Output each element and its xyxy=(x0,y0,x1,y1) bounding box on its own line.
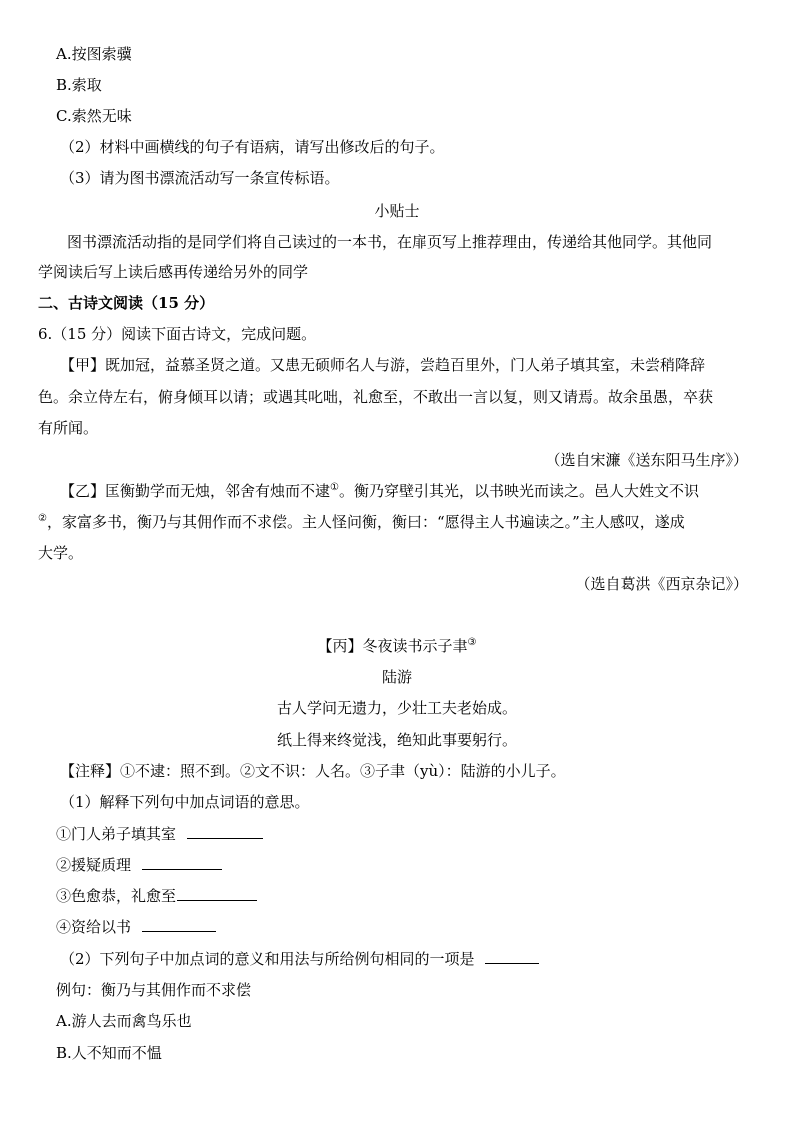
tip-line-2: 学阅读后写上读后感再传递给另外的同学 xyxy=(38,263,309,281)
yi-line-1 xyxy=(60,481,699,501)
yi-source: （选自葛洪《西京杂记》） xyxy=(575,575,748,593)
section-title: 二、古诗文阅读（15 分） xyxy=(38,294,215,312)
option-a: A.按图索骥 xyxy=(56,45,132,63)
bing-verse-2: 纸上得来终觉浅，绝知此事要躬行。 xyxy=(276,731,517,749)
q6-2-prompt-text: （2）下列句子中加点词的意义和用法与所给例句相同的一项是 xyxy=(60,950,475,968)
tip-line-1: 图书漂流活动指的是同学们将自己读过的一本书，在扉页写上推荐理由，传递给其他同学。其他同 xyxy=(67,233,713,251)
yi-line-2-text: ，家富多书，衡乃与其佣作而不求偿。主人怪问衡，衡曰：“愿得主人书遍读之。”主人感叹，遂成 xyxy=(46,513,685,531)
jia-source: （选自宋濂《送东阳马生序》） xyxy=(545,451,748,469)
q6-1-item-2-text: ②援疑质理 xyxy=(56,856,132,874)
answer-blank-5[interactable] xyxy=(485,949,539,964)
q6-2-option-a: A.游人去而禽鸟乐也 xyxy=(56,1012,192,1030)
q6-1-item-1-text: ①门人弟子填其室 xyxy=(56,825,177,843)
bing-author: 陆游 xyxy=(381,668,412,686)
yi-line-1a: 【乙】匡衡勤学而无烛，邻舍有烛而不逮 xyxy=(60,482,331,500)
option-c: C.索然无味 xyxy=(56,107,132,125)
annotations: 【注释】①不逮：照不到。②文不识：人名。③子聿（yù）：陆游的小儿子。 xyxy=(60,762,566,780)
q5-sub-3: （3）请为图书漂流活动写一条宣传标语。 xyxy=(60,169,340,187)
yi-line-3: 大学。 xyxy=(38,544,84,562)
yi-line-1b: 。衡乃穿壁引其光，以书映光而读之。邑人大姓文不识 xyxy=(338,482,699,500)
jia-line-1: 【甲】既加冠，益慕圣贤之道。又患无硕师名人与游，尝趋百里外，门人弟子填其室，未尝稍降辞 xyxy=(60,356,706,374)
note-marker-1: ① xyxy=(330,482,339,493)
q6-1-item-3 xyxy=(56,886,257,906)
answer-blank-1[interactable] xyxy=(187,824,263,839)
answer-blank-3[interactable] xyxy=(177,886,257,901)
jia-line-2: 色。余立侍左右，俯身倾耳以请；或遇其叱咄，礼愈至，不敢出一言以复，则又请焉。故余虽愚，卒获 xyxy=(38,388,714,406)
bing-title-text: 【丙】冬夜读书示子聿 xyxy=(317,637,468,655)
bing-title xyxy=(0,636,794,656)
question-6: 6.（15 分）阅读下面古诗文，完成问题。 xyxy=(38,325,317,343)
option-b: B.索取 xyxy=(56,76,102,94)
yi-line-2 xyxy=(38,512,685,532)
answer-blank-4[interactable] xyxy=(142,917,216,932)
q6-2-option-b: B.人不知而不愠 xyxy=(56,1044,162,1062)
q6-1-item-3-text: ③色愈恭，礼愈至 xyxy=(56,887,177,905)
q6-1-prompt: （1）解释下列句中加点词语的意思。 xyxy=(60,793,310,811)
q6-1-item-2 xyxy=(56,855,222,875)
q6-1-item-1 xyxy=(56,824,263,844)
note-marker-3: ③ xyxy=(467,637,477,648)
q6-2-example: 例句：衡乃与其佣作而不求偿 xyxy=(56,981,252,999)
answer-blank-2[interactable] xyxy=(142,855,222,870)
q6-1-item-4 xyxy=(56,917,216,937)
q5-sub-2: （2）材料中画横线的句子有语病，请写出修改后的句子。 xyxy=(60,138,445,156)
bing-verse-1: 古人学问无遗力，少壮工夫老始成。 xyxy=(276,699,517,717)
jia-line-3: 有所闻。 xyxy=(38,419,99,437)
q6-2-prompt xyxy=(60,949,539,969)
tip-title: 小贴士 xyxy=(374,202,420,220)
q6-1-item-4-text: ④资给以书 xyxy=(56,918,132,936)
note-marker-2: ② xyxy=(38,513,47,524)
